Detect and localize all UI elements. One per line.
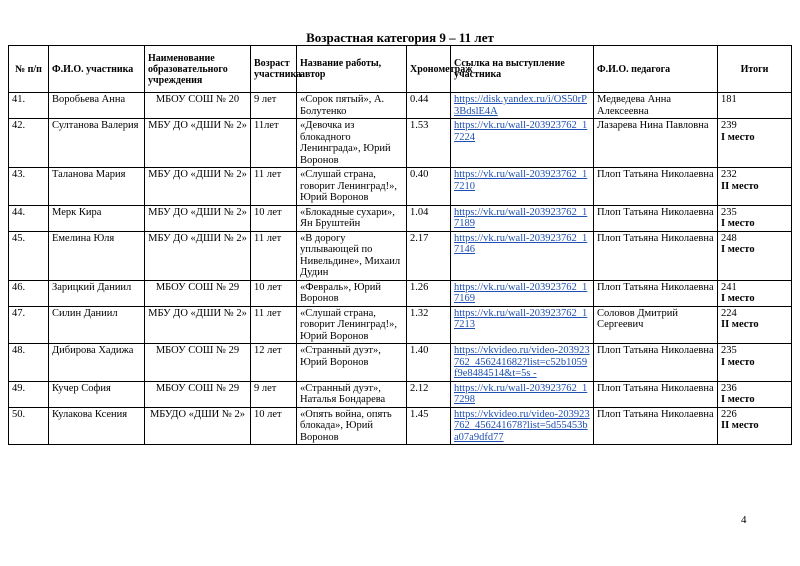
place-value: I место xyxy=(721,356,755,368)
place-value: II место xyxy=(721,319,759,330)
header-num: № п/п xyxy=(9,46,49,93)
participant-name-cell: Таланова Мария xyxy=(49,168,145,206)
table-row xyxy=(9,407,792,445)
school-cell: МБУ ДО «ДШИ № 2» xyxy=(145,231,251,280)
score-value: 224 xyxy=(721,307,737,319)
participant-name-cell: Дибирова Хадижа xyxy=(49,344,145,382)
result-cell xyxy=(718,407,792,445)
video-link[interactable]: https://vk.ru/wall-203923762_17224 xyxy=(454,120,588,143)
row-num-cell: 42. xyxy=(9,119,49,168)
row-num-cell: 43. xyxy=(9,168,49,206)
participant-name-cell: Зарицкий Даниил xyxy=(49,280,145,306)
table-row xyxy=(9,168,792,206)
result-cell xyxy=(718,205,792,231)
score-value: 239 xyxy=(721,120,737,131)
duration-cell: 2.12 xyxy=(407,381,451,407)
work-title-cell: «Февраль», Юрий Воронов xyxy=(297,280,407,306)
duration-cell: 1.45 xyxy=(407,407,451,445)
duration-cell: 2.17 xyxy=(407,231,451,280)
result-cell xyxy=(718,168,792,206)
teacher-cell: Плоп Татьяна Николаевна xyxy=(594,168,718,206)
score-value: 181 xyxy=(721,94,737,105)
work-title-cell: «Опять война, опять блокада», Юрий Воронов xyxy=(297,407,407,445)
work-title-cell: «Сорок пятый», А. Болутенко xyxy=(297,93,407,119)
result-cell xyxy=(718,381,792,407)
video-link[interactable]: https://vk.ru/wall-203923762_17189 xyxy=(454,206,588,229)
age-cell: 11лет xyxy=(251,119,297,168)
video-link[interactable]: https://vk.ru/wall-203923762_17298 xyxy=(454,382,588,405)
result-cell xyxy=(718,280,792,306)
school-cell: МБОУ СОШ № 29 xyxy=(145,280,251,306)
place-value: I место xyxy=(721,131,755,143)
duration-cell: 1.26 xyxy=(407,280,451,306)
place-value: I место xyxy=(721,244,755,255)
school-cell: МБУ ДО «ДШИ № 2» xyxy=(145,168,251,206)
place-value: I место xyxy=(721,218,755,229)
section-title: Возрастная категория 9 – 11 лет xyxy=(306,30,494,45)
duration-cell: 0.44 xyxy=(407,93,451,119)
video-link[interactable]: https://disk.yandex.ru/i/OS50rP3BdslE4A xyxy=(454,94,588,117)
row-num-cell: 41. xyxy=(9,93,49,119)
link-cell xyxy=(451,231,594,280)
header-age: Возраст участника xyxy=(251,46,297,93)
video-link[interactable]: https://vkvideo.ru/video-203923762_456241682?list=c52b1059f9e8484514&t=5s - xyxy=(454,345,590,379)
row-num-cell: 49. xyxy=(9,381,49,407)
participant-name-cell: Султанова Валерия xyxy=(49,119,145,168)
duration-cell: 1.04 xyxy=(407,205,451,231)
video-link[interactable]: https://vkvideo.ru/video-203923762_456241678?list=5d55453ba07a9dfd77 xyxy=(454,408,590,443)
work-title-cell: «Странный дуэт», Юрий Воронов xyxy=(297,344,407,382)
score-value: 248 xyxy=(721,232,737,244)
work-title-cell: «В дорогу уплывающей по Нивельдине», Михаил Дудин xyxy=(297,231,407,280)
table-row xyxy=(9,93,792,119)
work-title-cell: «Блокадные сухари», Ян Бруштейн xyxy=(297,205,407,231)
link-cell xyxy=(451,381,594,407)
duration-cell: 1.32 xyxy=(407,306,451,344)
link-cell xyxy=(451,407,594,445)
header-link: Ссылка на выступление участника xyxy=(451,46,594,93)
participants-table xyxy=(8,45,792,445)
table-row xyxy=(9,231,792,280)
teacher-cell: Медведева Анна Алексеевна xyxy=(594,93,718,119)
work-title-cell: «Девочка из блокадного Ленинграда», Юрий Воронов xyxy=(297,119,407,168)
duration-cell: 1.40 xyxy=(407,344,451,382)
school-cell: МБУ ДО «ДШИ № 2» xyxy=(145,119,251,168)
row-num-cell: 45. xyxy=(9,231,49,280)
link-cell xyxy=(451,119,594,168)
age-cell: 10 лет xyxy=(251,407,297,445)
school-cell: МБОУ СОШ № 20 xyxy=(145,93,251,119)
table-row xyxy=(9,119,792,168)
age-cell: 10 лет xyxy=(251,280,297,306)
school-cell: МБУ ДО «ДШИ № 2» xyxy=(145,306,251,344)
header-school: Наименование образовательного учреждения xyxy=(145,46,251,93)
work-title-cell: «Слушай страна, говорит Ленинград!», Юрий Воронов xyxy=(297,168,407,206)
result-cell xyxy=(718,231,792,280)
header-teacher: Ф.И.О. педагога xyxy=(594,46,718,93)
link-cell xyxy=(451,280,594,306)
participant-name-cell: Воробьева Анна xyxy=(49,93,145,119)
header-work: Название работы, автор xyxy=(297,46,407,93)
table-row xyxy=(9,306,792,344)
teacher-cell: Плоп Татьяна Николаевна xyxy=(594,407,718,445)
participant-name-cell: Емелина Юля xyxy=(49,231,145,280)
result-cell xyxy=(718,119,792,168)
video-link[interactable]: https://vk.ru/wall-203923762_17213 xyxy=(454,307,588,330)
video-link[interactable]: https://vk.ru/wall-203923762_17169 xyxy=(454,281,588,304)
score-value: 226 xyxy=(721,408,737,420)
age-cell: 11 лет xyxy=(251,231,297,280)
place-value: I место xyxy=(721,394,755,405)
school-cell: МБОУ СОШ № 29 xyxy=(145,381,251,407)
age-cell: 9 лет xyxy=(251,93,297,119)
age-cell: 11 лет xyxy=(251,306,297,344)
score-value: 241 xyxy=(721,281,737,293)
participant-name-cell: Кулакова Ксения xyxy=(49,407,145,445)
table-row xyxy=(9,344,792,382)
header-time: Хронометраж xyxy=(407,46,451,93)
school-cell: МБУДО «ДШИ № 2» xyxy=(145,407,251,445)
duration-cell: 1.53 xyxy=(407,119,451,168)
table-row xyxy=(9,280,792,306)
row-num-cell: 47. xyxy=(9,306,49,344)
row-num-cell: 46. xyxy=(9,280,49,306)
score-value: 235 xyxy=(721,345,737,356)
result-cell xyxy=(718,93,792,119)
header-name: Ф.И.О. участника xyxy=(49,46,145,93)
participant-name-cell: Мерк Кира xyxy=(49,205,145,231)
work-title-cell: «Странный дуэт», Наталья Бондарева xyxy=(297,381,407,407)
age-cell: 12 лет xyxy=(251,344,297,382)
age-cell: 9 лет xyxy=(251,381,297,407)
teacher-cell: Лазарева Нина Павловна xyxy=(594,119,718,168)
link-cell xyxy=(451,93,594,119)
duration-cell: 0.40 xyxy=(407,168,451,206)
place-value: II место xyxy=(721,180,759,192)
table-header-row xyxy=(9,46,792,93)
page-number: 4 xyxy=(741,514,747,526)
teacher-cell: Соловов Дмитрий Сергеевич xyxy=(594,306,718,344)
row-num-cell: 44. xyxy=(9,205,49,231)
participant-name-cell: Силин Даниил xyxy=(49,306,145,344)
teacher-cell: Плоп Татьяна Николаевна xyxy=(594,344,718,382)
teacher-cell: Плоп Татьяна Николаевна xyxy=(594,205,718,231)
teacher-cell: Плоп Татьяна Николаевна xyxy=(594,231,718,280)
place-value: II место xyxy=(721,420,759,431)
table-row xyxy=(9,381,792,407)
video-link[interactable]: https://vk.ru/wall-203923762_17210 xyxy=(454,169,588,192)
school-cell: МБОУ СОШ № 29 xyxy=(145,344,251,382)
link-cell xyxy=(451,168,594,206)
score-value: 232 xyxy=(721,169,737,180)
table-row xyxy=(9,205,792,231)
place-value: I место xyxy=(721,293,755,304)
school-cell: МБУ ДО «ДШИ № 2» xyxy=(145,205,251,231)
participant-name-cell: Кучер София xyxy=(49,381,145,407)
result-cell xyxy=(718,344,792,382)
link-cell xyxy=(451,205,594,231)
result-cell xyxy=(718,306,792,344)
row-num-cell: 50. xyxy=(9,407,49,445)
work-title-cell: «Слушай страна, говорит Ленинград!», Юрий Воронов xyxy=(297,306,407,344)
header-score: Итоги xyxy=(718,46,792,93)
score-value: 236 xyxy=(721,382,737,394)
teacher-cell: Плоп Татьяна Николаевна xyxy=(594,381,718,407)
score-value: 235 xyxy=(721,206,737,218)
row-num-cell: 48. xyxy=(9,344,49,382)
teacher-cell: Плоп Татьяна Николаевна xyxy=(594,280,718,306)
age-cell: 11 лет xyxy=(251,168,297,206)
age-cell: 10 лет xyxy=(251,205,297,231)
video-link[interactable]: https://vk.ru/wall-203923762_17146 xyxy=(454,232,588,255)
link-cell xyxy=(451,306,594,344)
link-cell xyxy=(451,344,594,382)
